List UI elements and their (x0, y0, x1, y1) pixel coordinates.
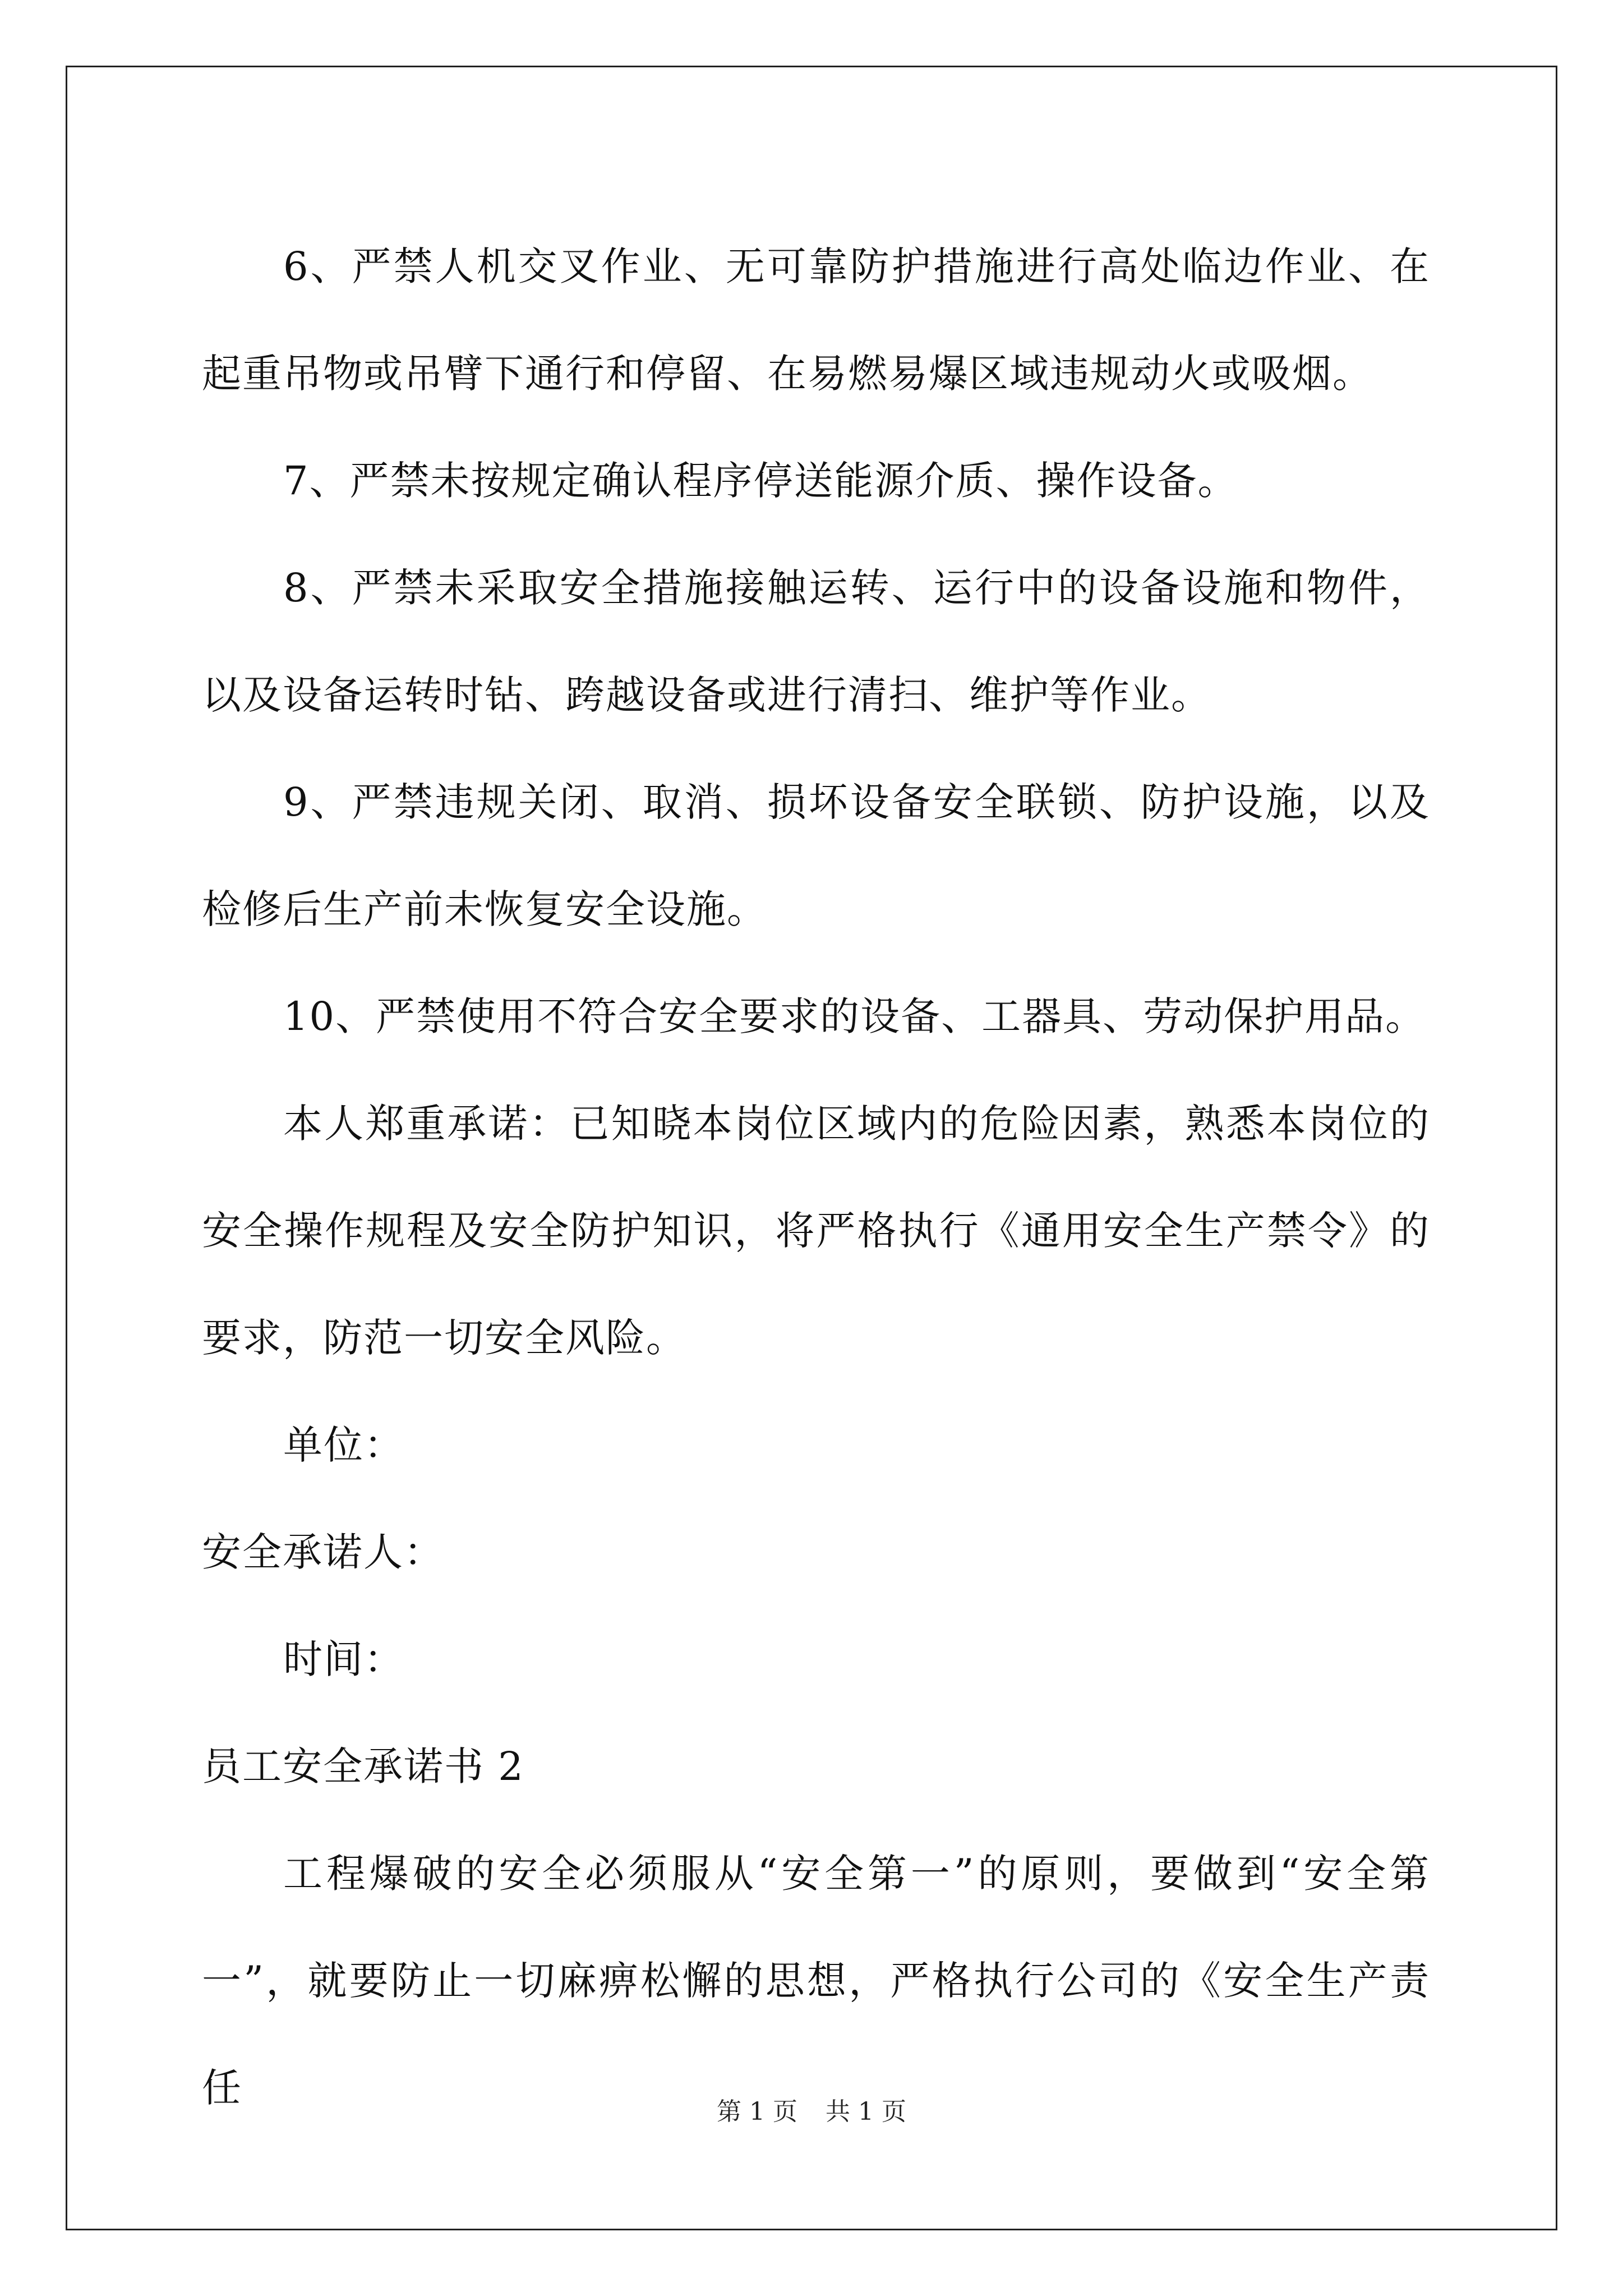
paragraph-blasting-intro: 工程爆破的安全必须服从“安全第一”的原则，要做到“安全第一”，就要防止一切麻痹松懈的思想，严格执行公司的《安全生产责任 (202, 1851, 1430, 2111)
paragraph-rule-9: 9、严禁违规关闭、取消、损坏设备安全联锁、防护设施，以及检修后生产前未恢复安全设施。 (202, 779, 1430, 932)
paragraph-commitment: 本人郑重承诺：已知晓本岗位区域内的危险因素，熟悉本岗位的安全操作规程及安全防护知识，将严格执行《通用安全生产禁令》的要求，防范一切安全风险。 (202, 1101, 1430, 1361)
page-footer (0, 2095, 1623, 2129)
field-promiser: 安全承诺人： (202, 1529, 444, 1575)
field-unit: 单位： (283, 1422, 404, 1468)
section-heading: 员工安全承诺书 2 (202, 1743, 524, 1789)
paragraph-rule-10: 10、严禁使用不符合安全要求的设备、工器具、劳动保护用品。 (283, 993, 1426, 1039)
document-body (202, 213, 1430, 2142)
field-time: 时间： (283, 1636, 404, 1682)
page-number: 第 1 页 (717, 2097, 797, 2126)
paragraph-rule-7: 7、严禁未按规定确认程序停送能源介质、操作设备。 (283, 458, 1238, 504)
paragraph-rule-6: 6、严禁人机交叉作业、无可靠防护措施进行高处临边作业、在起重吊物或吊臂下通行和停留、在易燃易爆区域违规动火或吸烟。 (202, 243, 1430, 397)
page-total: 共 1 页 (826, 2097, 906, 2126)
paragraph-rule-8: 8、严禁未采取安全措施接触运转、运行中的设备设施和物件，以及设备运转时钻、跨越设备或进行清扫、维护等作业。 (202, 565, 1430, 718)
